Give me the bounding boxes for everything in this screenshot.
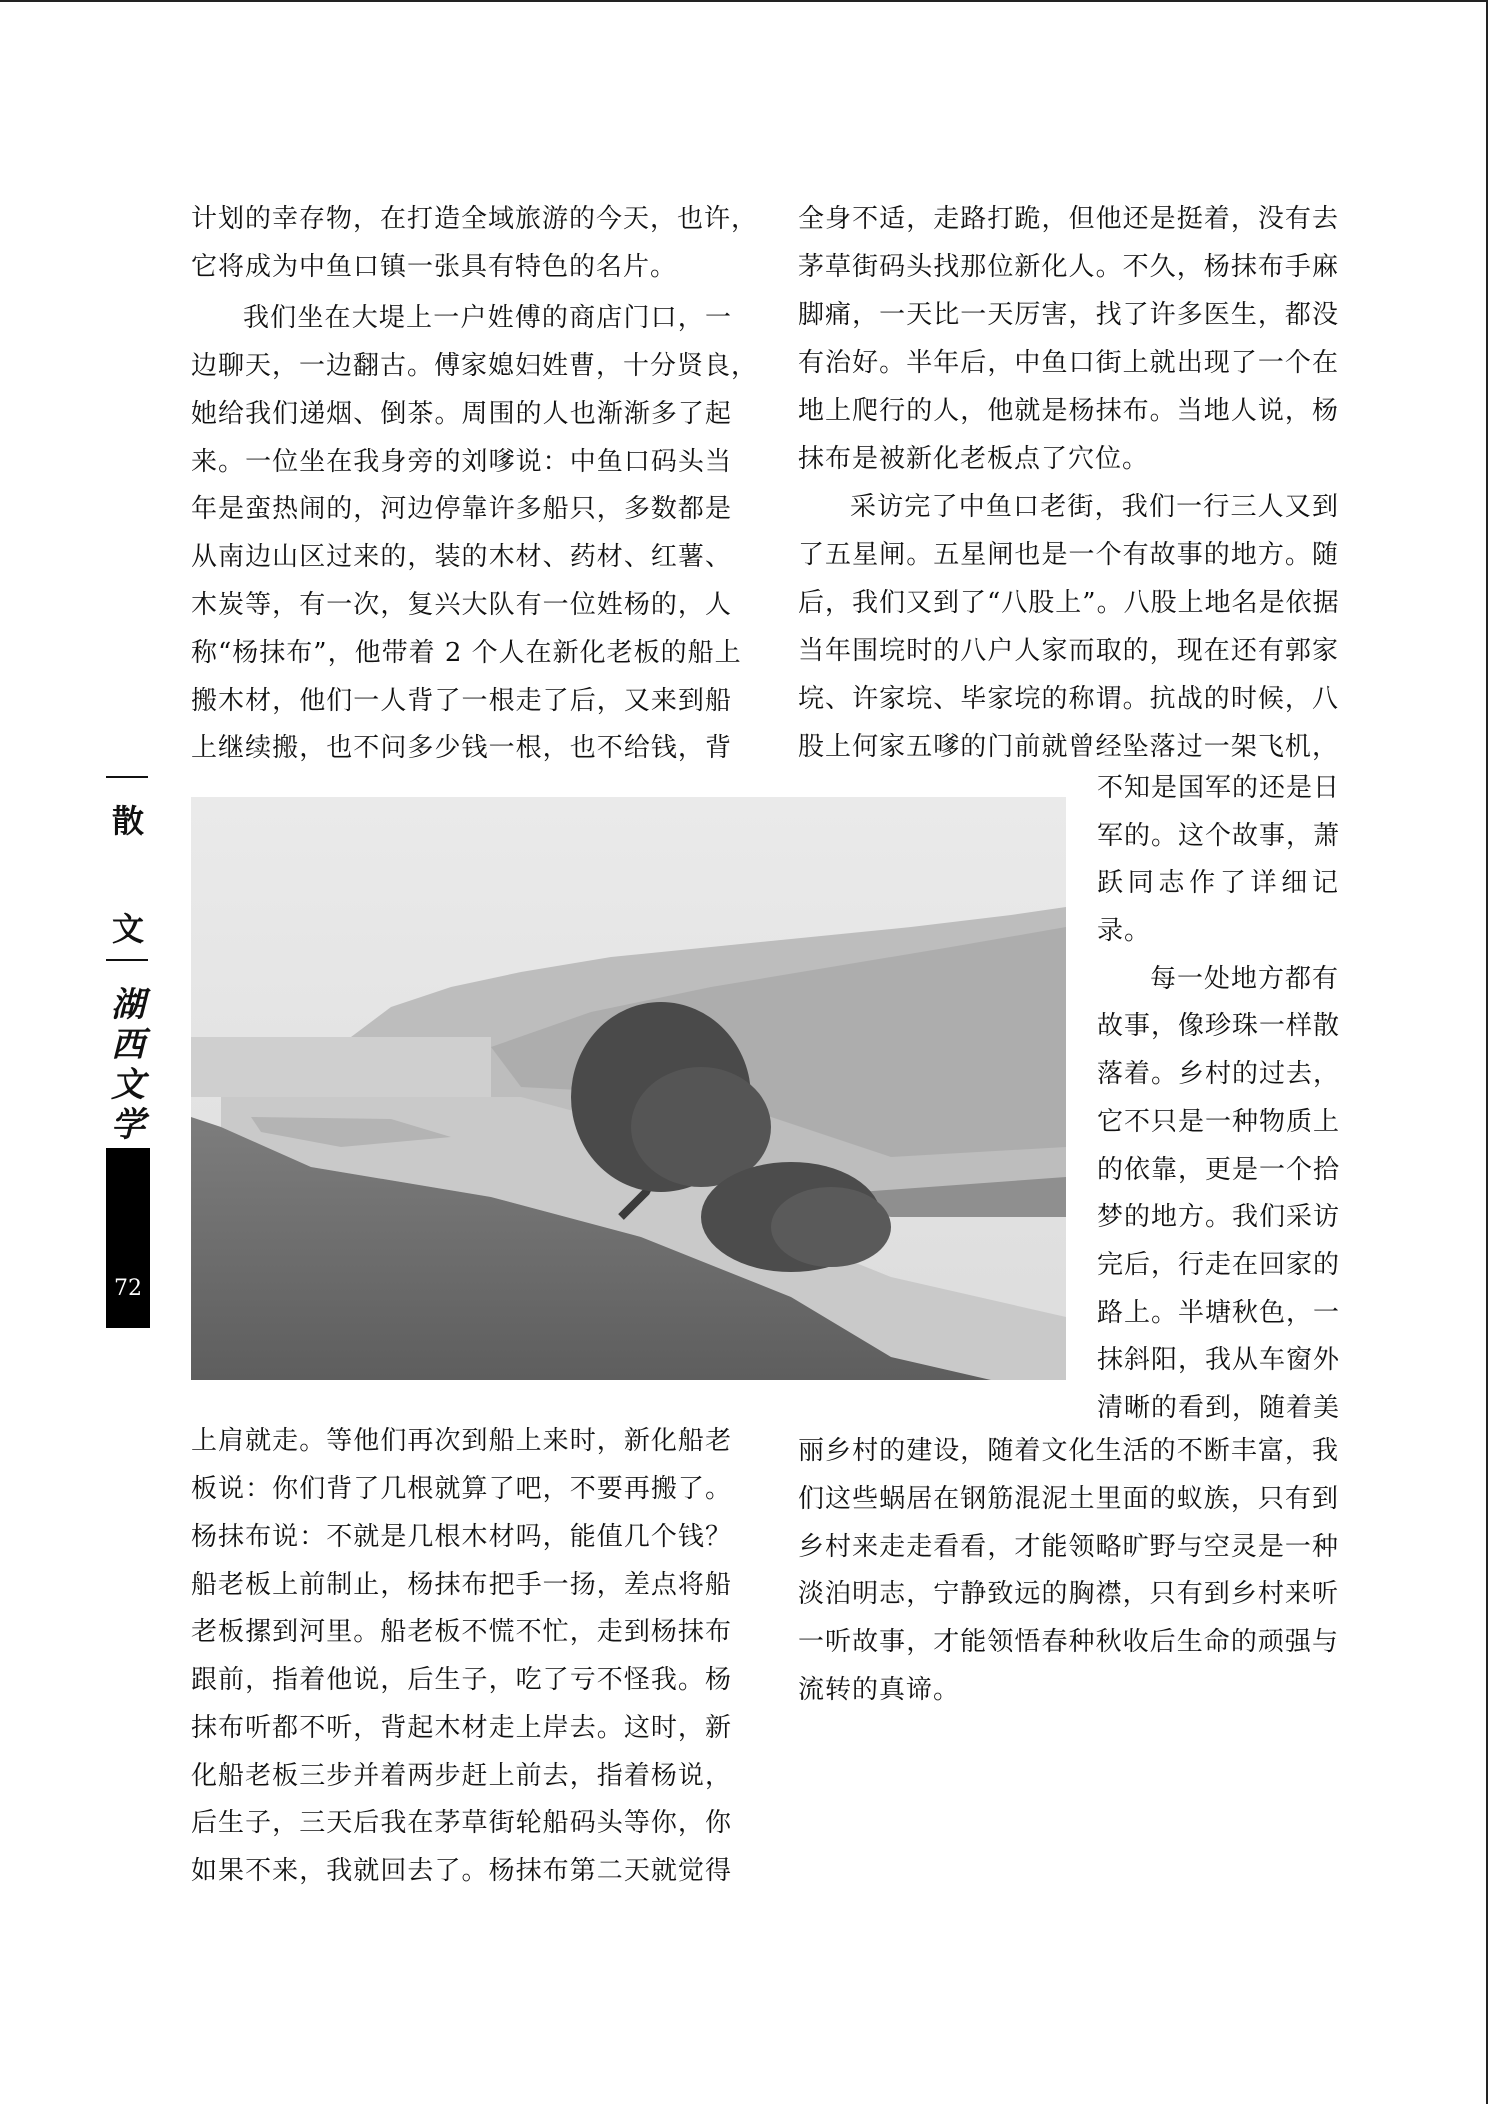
text-line: 后，我们又到了“八股上”。八股上地名是依据 (798, 588, 1340, 618)
text-line: 全身不适，走路打跪，但他还是挺着，没有去 (798, 204, 1339, 234)
text-line: 完后，行走在回家的 (1097, 1250, 1341, 1280)
text-line: 来。一位坐在我身旁的刘嗲说：中鱼口码头当 (191, 447, 732, 477)
text-line: 们这些蜗居在钢筋混泥土里面的蚁族，只有到 (798, 1484, 1339, 1514)
text-line: 故事，像珍珠一样散 (1097, 1011, 1341, 1041)
text-line: 股上何家五嗲的门前就曾经坠落过一架飞机， (798, 732, 1339, 762)
text-line: 采访完了中鱼口老街，我们一行三人又到 (850, 492, 1339, 522)
section-rule (106, 959, 148, 961)
text-line: 化船老板三步并着两步赶上前去，指着杨说， (191, 1761, 732, 1791)
magazine-title-char: 西 (111, 1025, 145, 1065)
text-line: 脚痛，一天比一天厉害，找了许多医生，都没 (798, 300, 1339, 330)
text-line: 板说：你们背了几根就算了吧，不要再搬了。 (191, 1474, 732, 1504)
text-line: 她给我们递烟、倒茶。周围的人也渐渐多了起 (191, 399, 732, 429)
text-line: 木炭等，有一次，复兴大队有一位姓杨的，人 (191, 590, 732, 620)
magazine-title-char: 学 (111, 1105, 145, 1145)
text-line: 跟前，指着他说，后生子，吃了亏不怪我。杨 (191, 1665, 732, 1695)
section-label-char: 散 (111, 802, 144, 840)
text-line: 每一处地方都有 (1150, 964, 1340, 994)
text-line: 不知是国军的还是日 (1097, 773, 1341, 803)
magazine-title-char: 文 (111, 1065, 145, 1105)
text-line: 杨抹布说：不就是几根木材吗，能值几个钱？ (191, 1522, 732, 1552)
text-line: 流转的真谛。 (798, 1675, 961, 1705)
text-line: 搬木材，他们一人背了一根走了后，又来到船 (191, 686, 732, 716)
text-line: 船老板上前制止，杨抹布把手一扬，差点将船 (191, 1570, 732, 1600)
text-line: 垸、许家垸、毕家垸的称谓。抗战的时候，八 (798, 684, 1339, 714)
text-line: 地上爬行的人，他就是杨抹布。当地人说，杨 (798, 396, 1339, 426)
text-line: 从南边山区过来的，装的木材、药材、红薯、 (191, 542, 732, 572)
section-label-char: 文 (111, 910, 144, 948)
magazine-title (110, 985, 146, 1145)
text-line: 当年围垸时的八户人家而取的，现在还有郭家 (798, 636, 1339, 666)
text-line: 我们坐在大堤上一户姓傅的商店门口，一 (243, 303, 732, 333)
text-line: 乡村来走走看看，才能领略旷野与空灵是一种 (798, 1532, 1339, 1562)
text-line: 茅草街码头找那位新化人。不久，杨抹布手麻 (798, 252, 1339, 282)
text-line: 了五星闸。五星闸也是一个有故事的地方。随 (798, 540, 1339, 570)
text-line: 落着。乡村的过去， (1097, 1059, 1341, 1089)
text-line: 抹布是被新化老板点了穴位。 (798, 444, 1150, 474)
text-line: 它将成为中鱼口镇一张具有特色的名片。 (191, 252, 678, 282)
text-line: 抹布听都不听，背起木材走上岸去。这时，新 (191, 1713, 732, 1743)
section-rule (106, 776, 148, 778)
magazine-title-char: 湖 (111, 985, 145, 1025)
text-line: 称“杨抹布”，他带着 2 个人在新化老板的船上 (191, 638, 742, 668)
text-line: 后生子，三天后我在茅草街轮船码头等你，你 (191, 1808, 732, 1838)
text-line: 如果不来，我就回去了。杨抹布第二天就觉得 (191, 1856, 732, 1886)
text-line: 的依靠，更是一个拾 (1097, 1155, 1341, 1185)
text-line: 它不只是一种物质上 (1097, 1107, 1341, 1137)
page-border-top (0, 0, 1488, 2)
text-line: 老板摞到河里。船老板不慌不忙，走到杨抹布 (191, 1617, 732, 1647)
text-line: 梦的地方。我们采访 (1097, 1202, 1341, 1232)
text-line: 路上。半塘秋色，一 (1097, 1298, 1341, 1328)
text-line: 抹斜阳，我从车窗外 (1097, 1345, 1341, 1375)
text-line: 清晰的看到，随着美 (1097, 1393, 1341, 1423)
text-line: 录。 (1097, 916, 1152, 946)
text-line: 计划的幸存物，在打造全域旅游的今天，也许， (191, 204, 759, 234)
text-line: 年是蛮热闹的，河边停靠许多船只，多数都是 (191, 494, 732, 524)
text-line: 淡泊明志，宁静致远的胸襟，只有到乡村来听 (798, 1579, 1339, 1609)
text-line: 上继续搬，也不问多少钱一根，也不给钱，背 (191, 733, 732, 763)
text-line: 丽乡村的建设，随着文化生活的不断丰富，我 (798, 1436, 1339, 1466)
text-line: 一听故事，才能领悟春种秋收后生命的顽强与 (798, 1627, 1339, 1657)
river-willow-photo (191, 797, 1066, 1380)
text-line: 有治好。半年后，中鱼口街上就出现了一个在 (798, 348, 1339, 378)
page-number: 72 (114, 1276, 142, 1301)
text-line: 上肩就走。等他们再次到船上来时，新化船老 (191, 1426, 732, 1456)
text-line: 跃同志作了详细记 (1097, 868, 1339, 898)
text-line: 边聊天，一边翻古。傅家媳妇姓曹，十分贤良， (191, 351, 759, 381)
text-line: 军的。这个故事，萧 (1097, 821, 1341, 851)
folio-bar (106, 1148, 150, 1328)
